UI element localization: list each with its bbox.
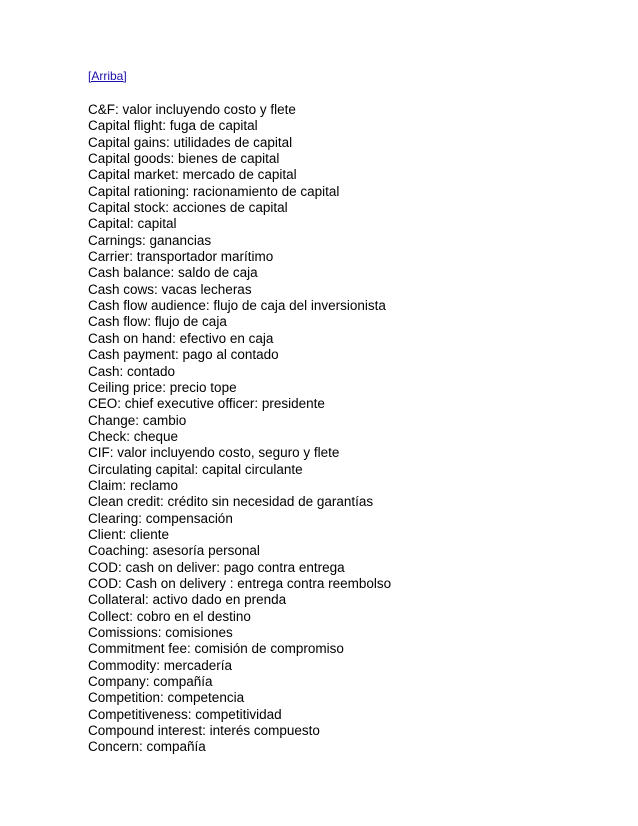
glossary-entry: COD: cash on deliver: pago contra entrega: [88, 559, 345, 575]
glossary-entry: Clearing: compensación: [88, 510, 233, 526]
glossary-entry: Ceiling price: precio tope: [88, 379, 237, 395]
glossary-entry: Collateral: activo dado en prenda: [88, 592, 287, 608]
glossary-entry: Clean credit: crédito sin necesidad de garantías: [88, 494, 374, 510]
glossary-entry: Cash balance: saldo de caja: [88, 265, 258, 281]
glossary-entry: Capital rationing: racionamiento de capital: [88, 183, 340, 199]
glossary-entry: Cash cows: vacas lecheras: [88, 281, 252, 297]
glossary-entry: Client: cliente: [88, 526, 170, 542]
glossary-entry: Cash: contado: [88, 363, 176, 379]
glossary-entry: CIF: valor incluyendo costo, seguro y flete: [88, 445, 340, 461]
glossary-entry: Competition: competencia: [88, 690, 245, 706]
glossary-entry: Cash flow: flujo de caja: [88, 314, 227, 330]
glossary-entry: Company: compañía: [88, 674, 213, 690]
glossary-entry: Coaching: asesoría personal: [88, 543, 260, 559]
glossary-entry: Concern: compañía: [88, 739, 206, 755]
glossary-entry: Cash payment: pago al contado: [88, 347, 279, 363]
glossary-entry: Collect: cobro en el destino: [88, 608, 251, 624]
glossary-entry: Compound interest: interés compuesto: [88, 723, 320, 739]
glossary-entry: Comissions: comisiones: [88, 625, 233, 640]
top-link[interactable]: [Arriba]: [88, 69, 127, 83]
glossary-entry: Check: cheque: [88, 428, 179, 444]
glossary-entry: COD: Cash on delivery : entrega contra reembolso: [88, 575, 392, 591]
glossary-entry: Capital flight: fuga de capital: [88, 118, 258, 134]
glossary-entry: CEO: chief executive officer: presidente: [88, 396, 325, 412]
glossary-entry: Capital market: mercado de capital: [88, 167, 297, 183]
glossary-entry: Circulating capital: capital circulante: [88, 461, 303, 477]
glossary-entry: Commodity: mercadería: [88, 657, 233, 673]
glossary-entry: Cash flow audience: flujo de caja del inversionista: [88, 298, 386, 314]
glossary-entry: Change: cambio: [88, 412, 187, 428]
glossary-entry: Capital gains: utilidades de capital: [88, 134, 293, 150]
glossary-entry: Carrier: transportador marítimo: [88, 249, 274, 265]
glossary-entry: C&F: valor incluyendo costo y flete: [88, 102, 296, 117]
glossary-entry: Competitiveness: competitividad: [88, 706, 282, 722]
glossary-entry: Capital: capital: [88, 216, 177, 232]
glossary-entry: Carnings: ganancias: [88, 232, 212, 248]
glossary-entry: Capital stock: acciones de capital: [88, 200, 288, 216]
glossary-entry: Capital goods: bienes de capital: [88, 151, 280, 167]
glossary-entry: Claim: reclamo: [88, 477, 179, 493]
glossary-entry: Cash on hand: efectivo en caja: [88, 330, 274, 346]
glossary-entry: Commitment fee: comisión de compromiso: [88, 641, 344, 657]
glossary-list: [88, 102, 391, 756]
